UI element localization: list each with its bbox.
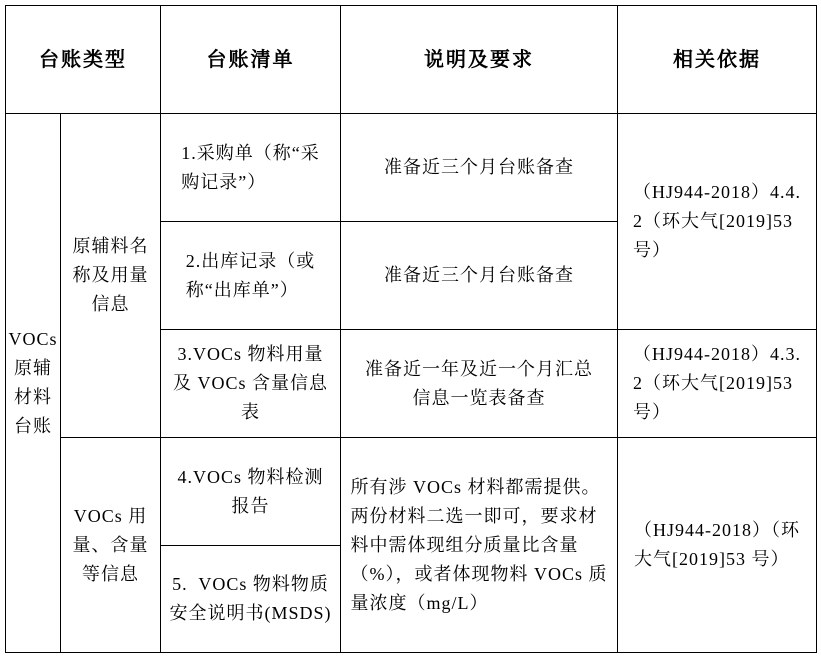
ledger-item-text-line: 购记录”） <box>181 171 267 192</box>
ledger-item-text-line: 2.出库记录（或 <box>185 250 316 271</box>
requirement-text-line: 料中需体现组分质量比含量 <box>350 534 579 555</box>
basis-text-line: （HJ944-2018）（环 <box>634 520 800 540</box>
ledger-item-text-line: 及 VOCs 含量信息 <box>172 373 328 393</box>
requirement-text-line: （%），或者体现物料 VOCs 质 <box>350 563 608 584</box>
basis-text-line: 大气[2019]53 号） <box>634 549 790 569</box>
category-text-line: 材料 <box>14 387 52 407</box>
ledger-item-text-line: 3.VOCs 物料用量 <box>177 344 324 364</box>
requirement-text-line: 准备近三个月台账备查 <box>384 265 574 285</box>
subcategory-cell-material-usage <box>61 114 161 438</box>
basis-text <box>634 516 800 574</box>
requirement-text-line: 量浓度（mg/L） <box>350 592 489 613</box>
requirement-text-line: 两份材料二选一即可，要求材 <box>350 505 598 526</box>
ledger-item-text-line: 5. VOCs 物料物质 <box>172 574 329 594</box>
requirement-text-line: 准备近一年及近一个月汇总 <box>365 358 593 379</box>
basis-text-line: 号） <box>633 240 671 260</box>
ledger-item-cell-outbound-record <box>161 222 341 330</box>
requirement-text-line: 所有涉 VOCs 材料都需提供。 <box>350 476 601 497</box>
ledger-item-text <box>186 247 316 305</box>
header-requirements: 说明及要求 <box>341 6 618 114</box>
basis-text <box>633 178 801 265</box>
subcategory-text-line: 称及用量 <box>72 265 149 285</box>
category-text-line: 台账 <box>14 416 52 436</box>
subcategory-text-line: 信息 <box>91 294 130 314</box>
basis-text-line: 2（环大气[2019]53 <box>633 211 793 231</box>
category-text-line: 原辅 <box>14 358 52 378</box>
ledger-item-cell-msds <box>161 546 341 653</box>
requirement-cell-vocs-usage-table <box>341 330 618 438</box>
basis-text-line: 号） <box>633 402 671 422</box>
ledger-item-text <box>181 139 320 197</box>
requirement-cell-outbound-record <box>341 222 618 330</box>
ledger-item-cell-purchase-order <box>161 114 341 222</box>
header-row <box>6 6 817 114</box>
subcategory-text-line: 原辅料名 <box>72 236 149 256</box>
ledger-item-cell-test-report <box>161 438 341 546</box>
category-cell <box>6 114 61 653</box>
header-ledger-list: 台账清单 <box>161 6 341 114</box>
ledger-item-text-line: 1.采购单（称“采 <box>181 142 320 163</box>
basis-text-line: （HJ944-2018）4.4. <box>633 182 801 202</box>
requirement-cell-report-msds <box>341 438 618 653</box>
table-row <box>6 438 817 546</box>
basis-cell-purchase-outbound <box>618 114 817 330</box>
basis-text-line: （HJ944-2018）4.3. <box>633 344 801 364</box>
basis-cell-vocs-usage-table <box>618 330 817 438</box>
ledger-item-text-line: 表 <box>241 402 260 422</box>
subcategory-text-line: 量、含量 <box>72 534 149 555</box>
basis-cell-report-msds <box>618 438 817 653</box>
ledger-item-text-line: 称“出库单”） <box>185 279 299 300</box>
subcategory-cell-vocs-content <box>61 438 161 653</box>
header-basis: 相关依据 <box>618 6 817 114</box>
ledger-item-text-line: 4.VOCs 物料检测 <box>177 466 324 487</box>
subcategory-text-line: VOCs 用 <box>73 505 148 526</box>
basis-text <box>633 340 801 427</box>
ledger-item-text-line: 安全说明书(MSDS) <box>169 603 332 623</box>
requirement-cell-purchase-order <box>341 114 618 222</box>
header-ledger-type: 台账类型 <box>6 6 161 114</box>
basis-text-line: 2（环大气[2019]53 <box>633 373 793 393</box>
table-row <box>6 114 817 222</box>
requirement-text <box>350 473 607 618</box>
requirement-text-line: 准备近三个月台账备查 <box>384 157 574 177</box>
ledger-table <box>5 5 817 653</box>
ledger-item-text-line: 报告 <box>231 495 270 516</box>
ledger-item-cell-vocs-usage-table <box>161 330 341 438</box>
requirement-text-line: 信息一览表备查 <box>412 387 546 408</box>
category-text-line: VOCs <box>8 329 58 349</box>
subcategory-text-line: 等信息 <box>82 563 139 584</box>
